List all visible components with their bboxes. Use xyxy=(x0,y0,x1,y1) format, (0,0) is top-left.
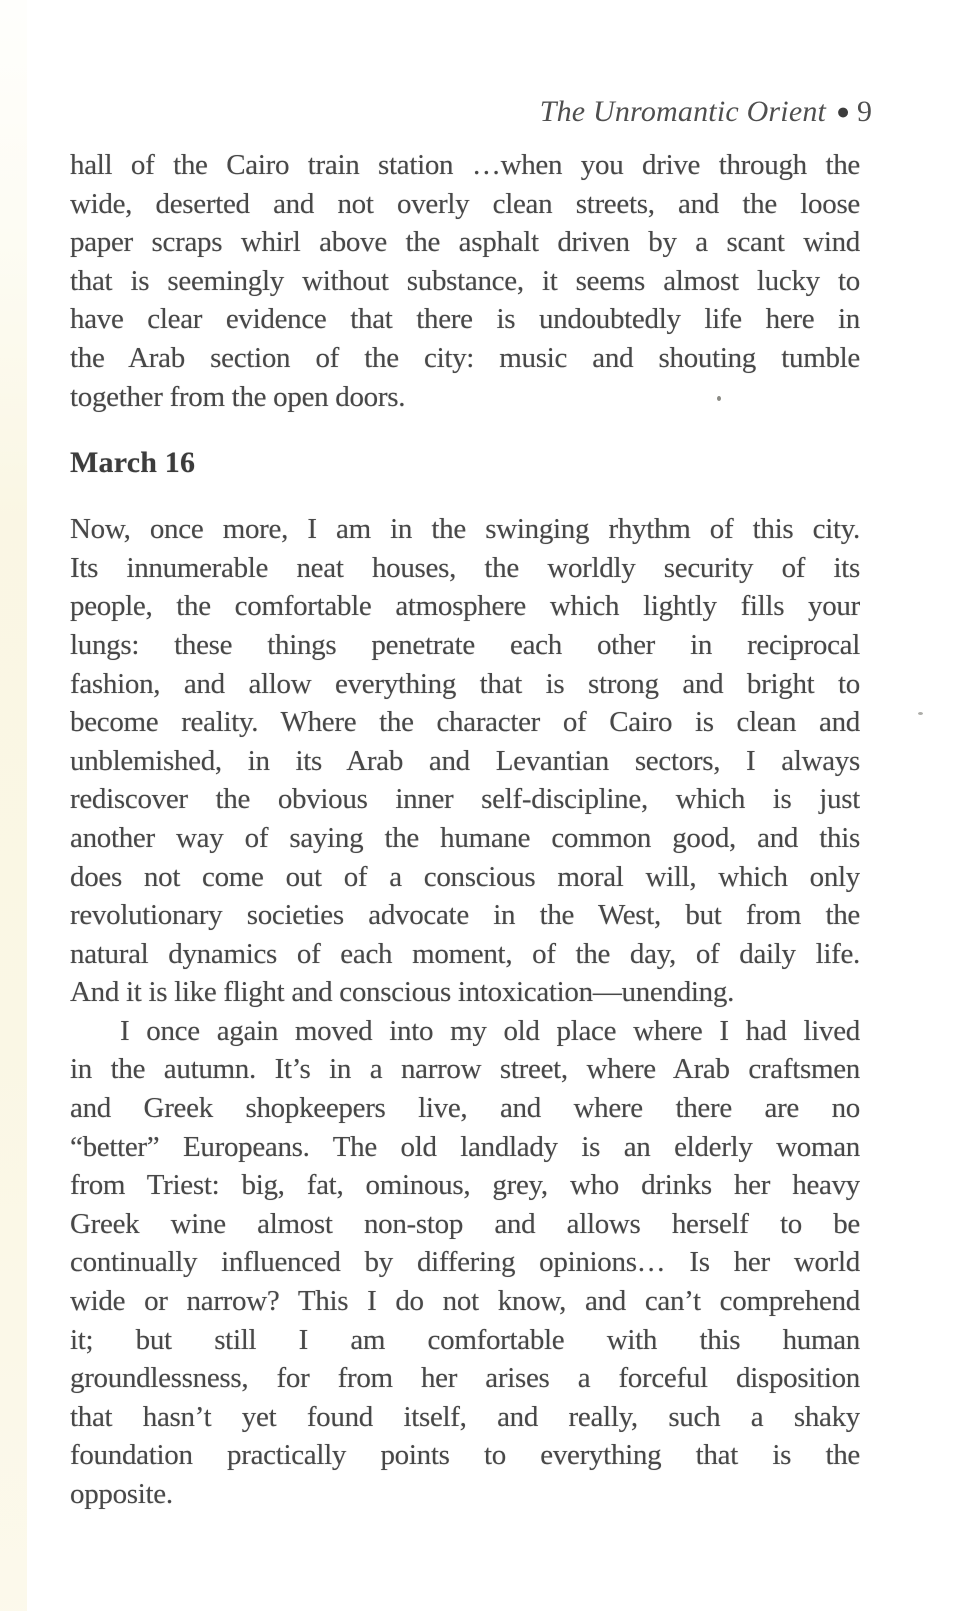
text-line: rediscover the obvious inner self-discipline, which is just xyxy=(70,783,860,816)
text-line: lungs: these things penetrate each other in reciprocal xyxy=(70,628,860,661)
text-line: that is seemingly without substance, it seems almost lucky to xyxy=(70,264,860,297)
text-line: hall of the Cairo train station …when you drive through the xyxy=(70,149,860,181)
text-line: in the autumn. It’s in a narrow street, where Arab craftsmen xyxy=(70,1053,860,1086)
body-text xyxy=(70,146,860,1514)
text-line: the Arab section of the city: music and shouting tumble xyxy=(70,341,860,374)
text-line: I once again moved into my old place where I had lived xyxy=(120,1014,860,1047)
paragraph-continuation xyxy=(70,146,860,416)
text-line: Greek wine almost non-stop and allows herself to be xyxy=(70,1207,860,1240)
text-line: groundlessness, for from her arises a forceful disposition xyxy=(70,1362,860,1395)
text-line: “better” Europeans. The old landlady is an elderly woman xyxy=(70,1130,860,1163)
running-header xyxy=(70,94,872,130)
text-line: wide, deserted and not overly clean streets, and the loose xyxy=(70,187,860,220)
text-line: foundation practically points to everything that is the xyxy=(70,1439,860,1472)
paragraph-city-rhythm xyxy=(70,510,860,1012)
section-heading-march-16: March 16 xyxy=(70,446,196,480)
text-line: opposite. xyxy=(70,1478,173,1510)
text-line: that hasn’t yet found itself, and really, such a shaky xyxy=(70,1400,860,1433)
text-line: revolutionary societies advocate in the West, but from the xyxy=(70,899,860,932)
bullet-separator-icon: ● xyxy=(836,99,850,124)
text-line: unblemished, in its Arab and Levantian sectors, I always xyxy=(70,744,860,777)
text-line: Now, once more, I am in the swinging rhythm of this city. xyxy=(70,513,860,546)
text-line: together from the open doors. xyxy=(70,380,406,413)
text-line: and Greek shopkeepers live, and where there are no xyxy=(70,1092,860,1125)
text-line: does not come out of a conscious moral will, which only xyxy=(70,860,860,893)
text-line: fashion, and allow everything that is strong and bright to xyxy=(70,667,860,700)
text-line: it; but still I am comfortable with this human xyxy=(70,1323,860,1356)
scan-speck xyxy=(717,396,721,401)
page-number: 9 xyxy=(857,95,872,128)
text-line: people, the comfortable atmosphere which lightly fills your xyxy=(70,590,860,623)
text-line: continually influenced by differing opinions… Is her world xyxy=(70,1246,860,1279)
text-line: Its innumerable neat houses, the worldly security of its xyxy=(70,551,860,584)
text-line: wide or narrow? This I do not know, and can’t comprehend xyxy=(70,1285,860,1318)
text-line: paper scraps whirl above the asphalt driven by a scant wind xyxy=(70,226,860,259)
paragraph-old-place xyxy=(70,1012,860,1514)
text-line: have clear evidence that there is undoubtedly life here in xyxy=(70,303,860,336)
text-line: And it is like flight and conscious intoxication—unending. xyxy=(70,976,735,1009)
running-header-title: The Unromantic Orient xyxy=(539,95,827,128)
scan-speck xyxy=(918,712,923,715)
page-edge-shading xyxy=(0,0,27,1611)
text-line: another way of saying the humane common good, and this xyxy=(70,821,860,854)
text-line: natural dynamics of each moment, of the day, of daily life. xyxy=(70,937,860,970)
text-line: become reality. Where the character of Cairo is clean and xyxy=(70,706,860,739)
text-line: from Triest: big, fat, ominous, grey, who drinks her heavy xyxy=(70,1169,860,1202)
